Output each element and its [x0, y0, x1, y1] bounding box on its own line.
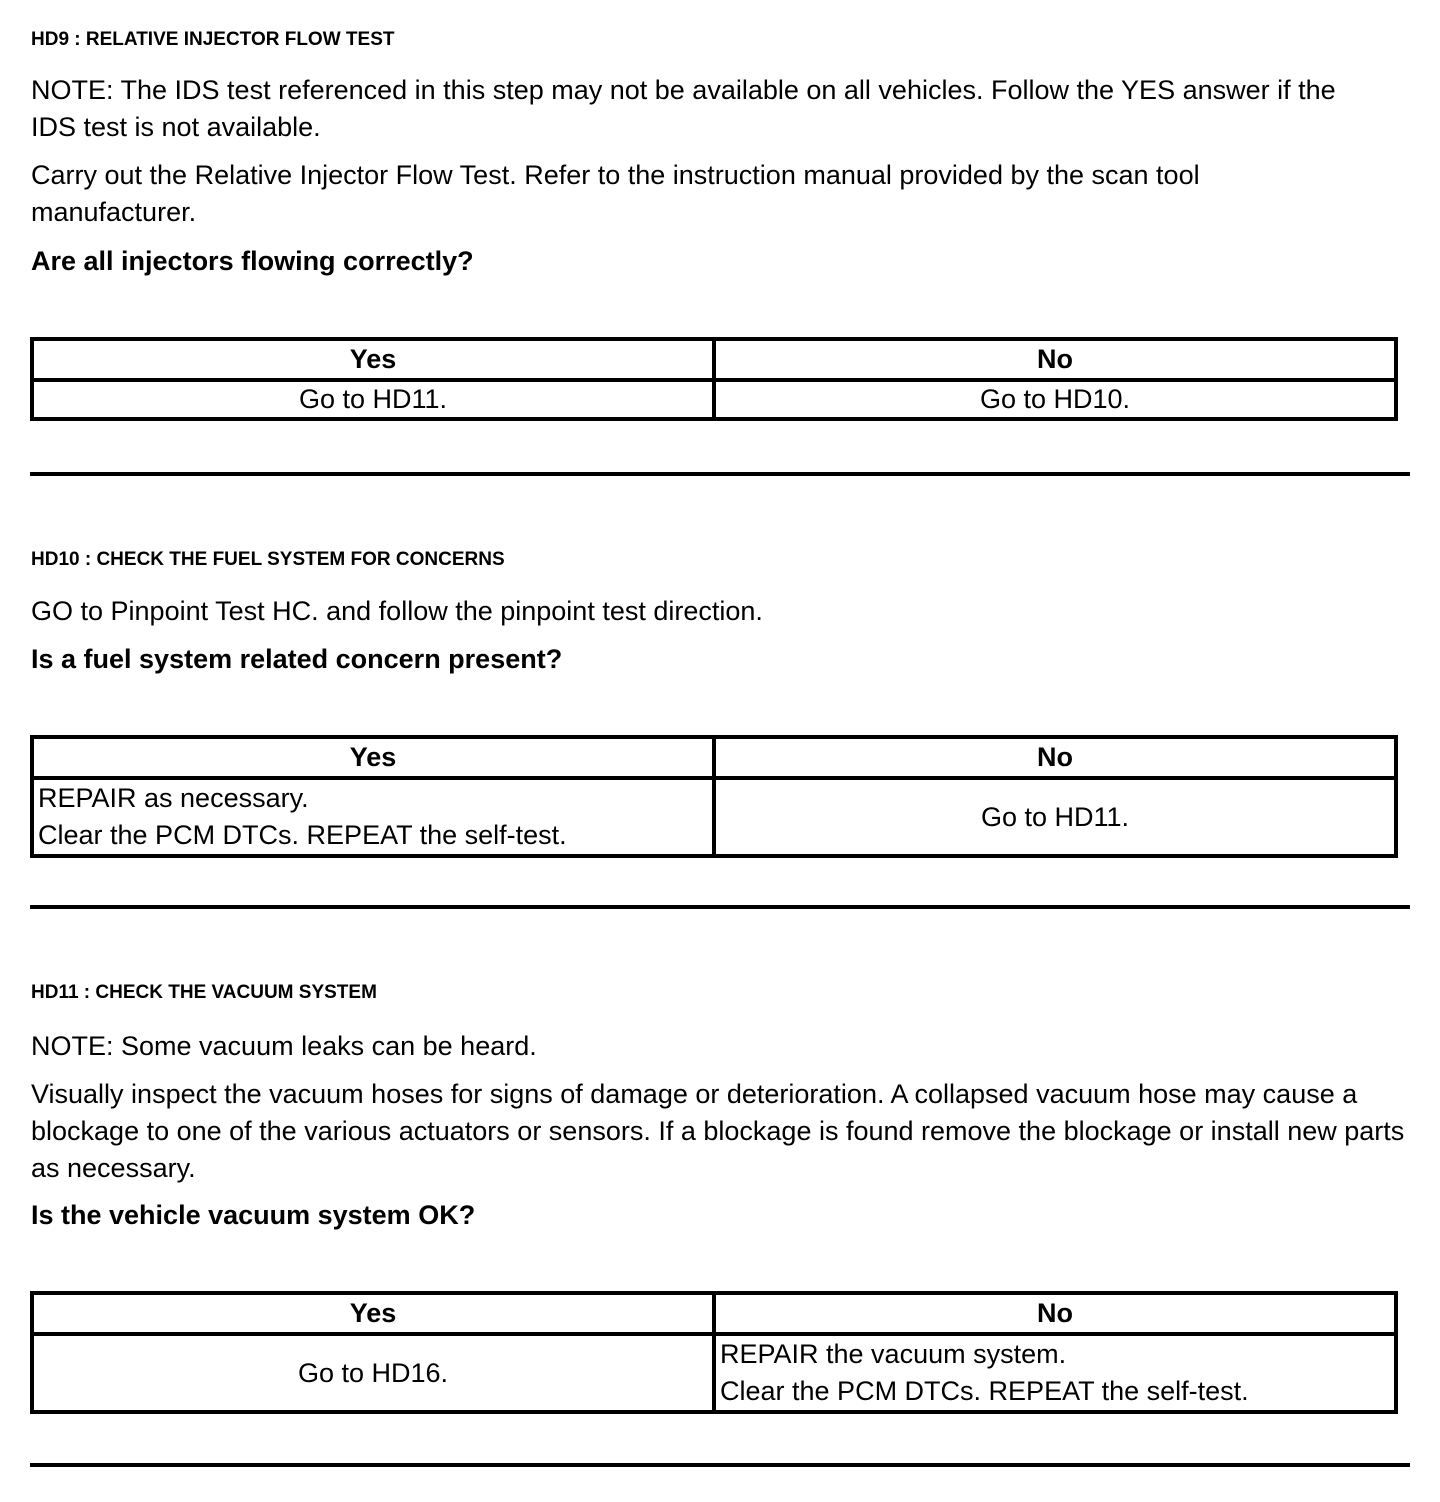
no-header: No [714, 737, 1396, 778]
instruction-paragraph: GO to Pinpoint Test HC. and follow the pinpoint test direction. [31, 596, 763, 626]
answer-table-hd9 [30, 337, 1398, 421]
instruction-paragraph: Carry out the Relative Injector Flow Test. Refer to the instruction manual provided by the scan tool manufacturer. [31, 160, 1200, 227]
question: Is the vehicle vacuum system OK? [31, 1200, 476, 1230]
no-action: Go to HD11. [714, 778, 1396, 856]
yes-action-line: Clear the PCM DTCs. REPEAT the self-test. [38, 820, 567, 850]
yes-header: Yes [32, 339, 714, 380]
yes-action-line: REPAIR as necessary. [38, 783, 309, 813]
instruction-paragraph: Visually inspect the vacuum hoses for signs of damage or deterioration. A collapsed vacuum hose may cause a blockage to one of the various actuators or sensors. If a blockage is found remove the blockage or install new parts as necessary. [31, 1079, 1405, 1183]
no-action [714, 1334, 1396, 1412]
yes-action [32, 778, 714, 856]
question: Are all injectors flowing correctly? [31, 246, 474, 276]
yes-action: Go to HD11. [32, 380, 714, 419]
no-header: No [714, 339, 1396, 380]
answer-table-hd10 [30, 735, 1398, 858]
section-heading-hd11: HD11 : CHECK THE VACUUM SYSTEM [31, 982, 377, 1003]
section-heading-hd10: HD10 : CHECK THE FUEL SYSTEM FOR CONCERNS [31, 549, 505, 570]
no-action-line: Clear the PCM DTCs. REPEAT the self-test. [720, 1376, 1249, 1406]
note-paragraph: NOTE: The IDS test referenced in this step may not be available on all vehicles. Follow the YES answer if the IDS test is not available. [31, 75, 1336, 142]
answer-table-hd11 [30, 1291, 1398, 1414]
no-header: No [714, 1293, 1396, 1334]
no-action-line: REPAIR the vacuum system. [720, 1339, 1067, 1369]
section-divider [30, 1463, 1410, 1467]
section-divider [30, 905, 1410, 909]
section-divider [30, 472, 1410, 476]
yes-header: Yes [32, 737, 714, 778]
note-paragraph: NOTE: Some vacuum leaks can be heard. [31, 1031, 537, 1061]
yes-header: Yes [32, 1293, 714, 1334]
yes-action: Go to HD16. [32, 1334, 714, 1412]
section-heading-hd9: HD9 : RELATIVE INJECTOR FLOW TEST [31, 29, 395, 50]
question: Is a fuel system related concern present? [31, 644, 563, 674]
no-action: Go to HD10. [714, 380, 1396, 419]
